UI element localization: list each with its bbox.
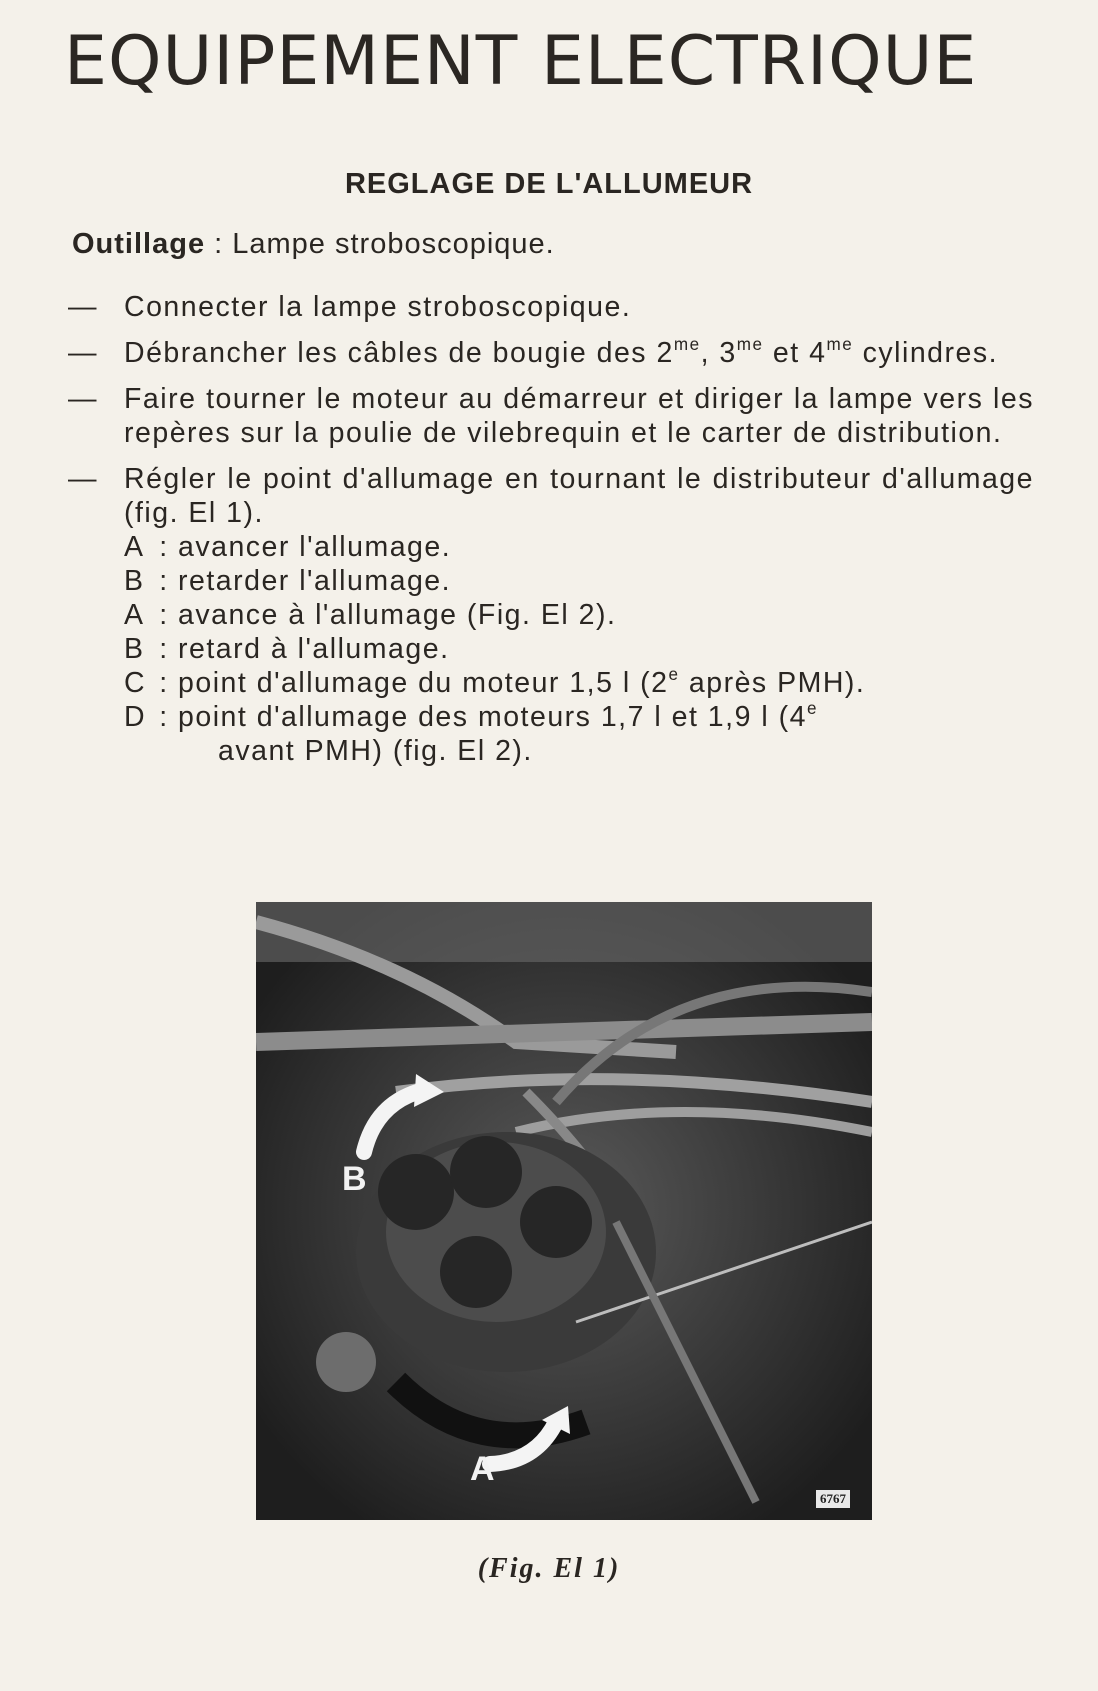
legend-key: B <box>124 565 145 597</box>
legend-key: A <box>124 531 145 563</box>
step-item <box>68 382 1034 450</box>
legend-text: point d'allumage du moteur 1,5 l (2e après PMH). <box>178 665 866 699</box>
legend-row: D : point d'allumage des moteurs 1,7 l et 1,9 l (4e <box>124 700 1034 734</box>
step-item <box>68 290 1034 324</box>
legend-row: A : avance à l'allumage (Fig. El 2). <box>124 598 1034 632</box>
legend-text: avancer l'allumage. <box>178 531 452 563</box>
legend-key: D <box>124 701 147 733</box>
dash-marker: — <box>68 337 98 369</box>
distributor-photo <box>256 902 872 1520</box>
legend-continuation: avant PMH) (fig. El 2). <box>218 735 533 767</box>
step-item <box>68 462 1034 530</box>
dash-marker: — <box>68 291 98 323</box>
legend-row: A : avancer l'allumage. <box>124 530 1034 564</box>
legend-text: avance à l'allumage (Fig. El 2). <box>178 599 617 631</box>
tools-colon: : <box>214 228 224 260</box>
step-item <box>68 336 1034 370</box>
arrow-label-a: A <box>470 1450 495 1488</box>
legend-text: retard à l'allumage. <box>178 633 450 665</box>
dash-marker: — <box>68 383 98 415</box>
step-text: Débrancher les câbles de bougie des $2^{me}$, $3^{me}$ et $4^{me}$ cylindres. <box>124 335 999 369</box>
legend-key: A <box>124 599 145 631</box>
figure-caption: (Fig. El 1) <box>477 1553 621 1584</box>
legend-row: B : retard à l'allumage. <box>124 632 1034 666</box>
legend-text: point d'allumage des moteurs 1,7 l et 1,9 l (4e <box>178 699 818 733</box>
step-text: Faire tourner le moteur au démarreur et diriger la lampe vers les repères sur la poulie de vilebrequin et le carter de distribution. <box>124 383 1034 449</box>
page-title: EQUIPEMENT ELECTRIQUE <box>64 22 978 101</box>
section-title: REGLAGE DE L'ALLUMEUR <box>344 168 754 200</box>
legend-text: retarder l'allumage. <box>178 565 452 597</box>
legend-row: C : point d'allumage du moteur 1,5 l (2e après PMH). <box>124 666 1034 700</box>
figure-ref-number: 6767 <box>816 1490 850 1508</box>
tools-label: Outillage <box>72 228 206 260</box>
tools-value: Lampe stroboscopique. <box>232 228 555 260</box>
tools-line <box>72 228 555 261</box>
arrow-label-b: B <box>342 1160 367 1198</box>
dash-marker: — <box>68 463 98 495</box>
photo-illustration <box>256 902 872 1520</box>
legend-key: C <box>124 667 147 699</box>
instructions <box>68 290 1034 768</box>
legend-row: B : retarder l'allumage. <box>124 564 1034 598</box>
legend-key: B <box>124 633 145 665</box>
step-text: Régler le point d'allumage en tournant le distributeur d'allumage (fig. El 1). <box>124 463 1034 529</box>
legend-list <box>124 530 1034 768</box>
step-text: Connecter la lampe stroboscopique. <box>124 291 632 323</box>
